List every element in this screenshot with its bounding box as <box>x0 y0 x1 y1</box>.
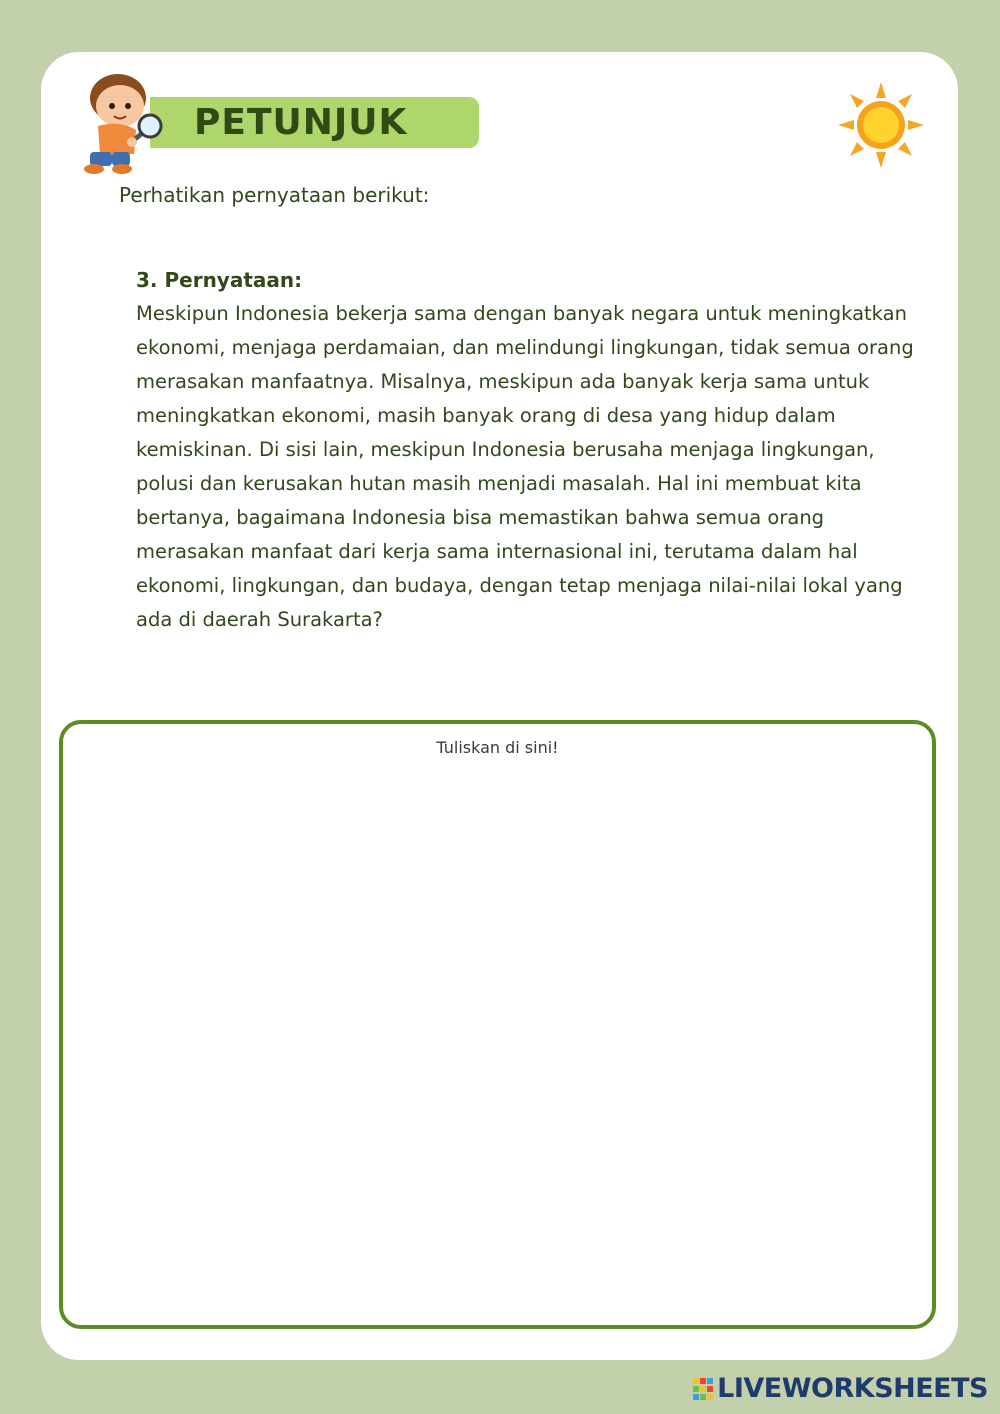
statement-body: Meskipun Indonesia bekerja sama dengan banyak negara untuk meningkatkan ekonomi, menjaga perdamaian, dan melindungi lingkungan, tidak semua orang merasakan manfaatnya. Misalnya, meskipun ada banyak kerja sama untuk meningkatkan ekonomi, masih banyak orang di desa yang hidup dalam kemiskinan. Di sisi lain, meskipun Indonesia berusaha menjaga lingkungan, polusi dan kerusakan hutan masih menjadi masalah. Hal ini membuat kita bertanya, bagaimana Indonesia bisa memastikan bahwa semua orang merasakan manfaat dari kerja sama internasional ini, terutama dalam hal ekonomi, lingkungan, dan budaya, dengan tetap menjaga nilai-nilai lokal yang ada di daerah Surakarta? <box>136 302 914 631</box>
brand-name: LIVEWORKSHEETS <box>717 1373 988 1404</box>
answer-textbox[interactable] <box>59 720 936 1329</box>
sun-icon <box>838 82 924 168</box>
liveworksheets-branding <box>693 1373 988 1404</box>
liveworksheets-logo-icon <box>693 1378 713 1400</box>
kid-magnifier-icon <box>72 68 172 178</box>
statement-section <box>136 263 916 637</box>
intro-text: Perhatikan pernyataan berikut: <box>119 183 430 207</box>
answer-placeholder: Tuliskan di sini! <box>436 738 559 757</box>
statement-heading: 3. Pernyataan: <box>136 268 303 292</box>
page-title: PETUNJUK <box>194 102 408 143</box>
